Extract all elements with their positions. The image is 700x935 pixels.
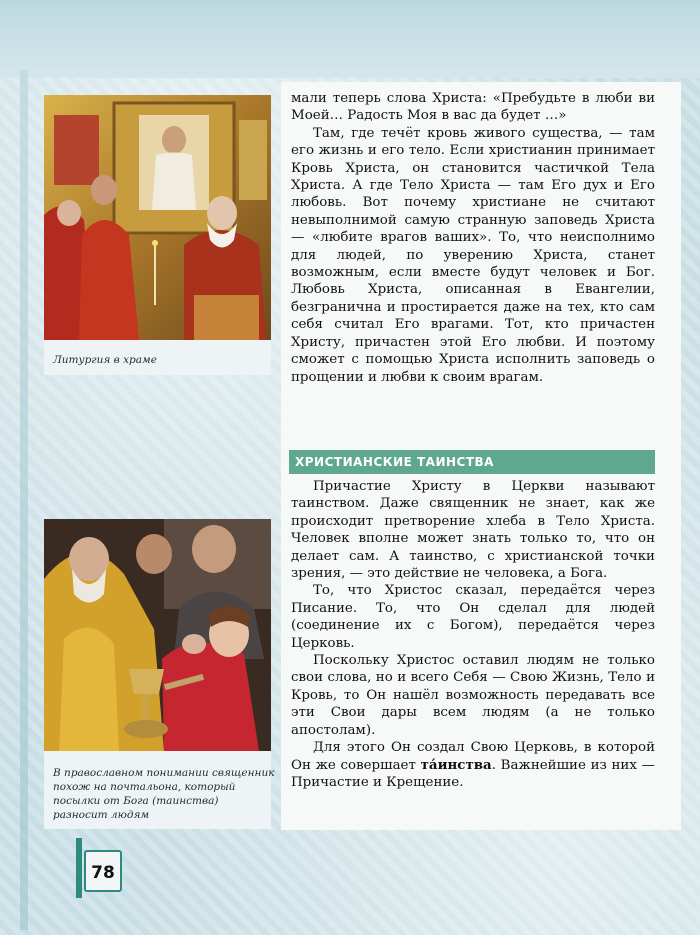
paragraph: Там, где течёт кровь живого существа, — там его жизнь и его тело. Если христианин принимает Кровь Христа, он становится частичкой Тела Христа. А где Тело Христа — там Его дух и Его любовь. Вот почему христиане не считают невыполнимой самую странную заповедь Христа — «любите врагов ваших». То, что неисполнимо для людей, по уверению Христа, станет возможным, если вместе будут человек и Бог. Любовь Христа, описанная в Евангелии, безгранична и простирается даже на тех, кто сам себя считал Его врагами. Тот, кто причастен Христу, причастен этой Его любви. И поэтому сможет с помощью Христа исполнить заповедь о прощении и любви к своим врагам. xyxy=(291,125,655,385)
paragraph: Поскольку Христос оставил людям не только свои слова, но и всего Себя — Свою Жизнь, Тело и Кровь, то Он нашёл возможность передавать все эти Свои дары всем людям (а не только апостолам). xyxy=(291,653,655,738)
page-number: 78 xyxy=(84,850,122,892)
paragraph: мали теперь слова Христа: «Пребудьте в люби ви Моей… Радость Моя в вас да будет …» xyxy=(291,91,655,124)
photo-liturgy-card xyxy=(44,95,271,375)
text-column-bottom xyxy=(291,478,655,791)
text-column-top xyxy=(291,90,655,386)
photo-liturgy-caption: Литургия в храме xyxy=(53,354,157,366)
photo-liturgy xyxy=(44,95,271,340)
paragraph-text: Для этого Он создал Свою Церковь, в которой Он же совершает xyxy=(291,740,655,773)
paragraph: Причастие Христу в Церкви называют таинством. Даже священник не знает, как же происходит претворение хлеба в Тело Христа. Человек вполне может знать только то, что он делает сам. А таинство, с христианской точки зрения, — это действие не человека, а Бога. xyxy=(291,479,655,582)
section-heading: ХРИСТИАНСКИЕ ТАИНСТВА xyxy=(289,450,655,474)
paragraph-text: . Важнейшие из них — Причастие и Крещение. xyxy=(291,757,655,790)
page-number-bar xyxy=(76,838,82,898)
photo-communion-caption: В православном понимании священник похож на почтальона, который посылки от Бога (таинства) разносит людям xyxy=(53,767,275,821)
paragraph-final xyxy=(291,739,655,791)
top-decorative-band xyxy=(0,0,700,78)
left-decorative-stripe xyxy=(20,70,28,930)
key-term: та́инства xyxy=(420,756,492,773)
photo-communion xyxy=(44,519,271,751)
paragraph: То, что Христос сказал, передаётся через Писание. То, что Он сделал для людей (соединение их с Богом), передаётся через Церковь. xyxy=(291,583,655,651)
